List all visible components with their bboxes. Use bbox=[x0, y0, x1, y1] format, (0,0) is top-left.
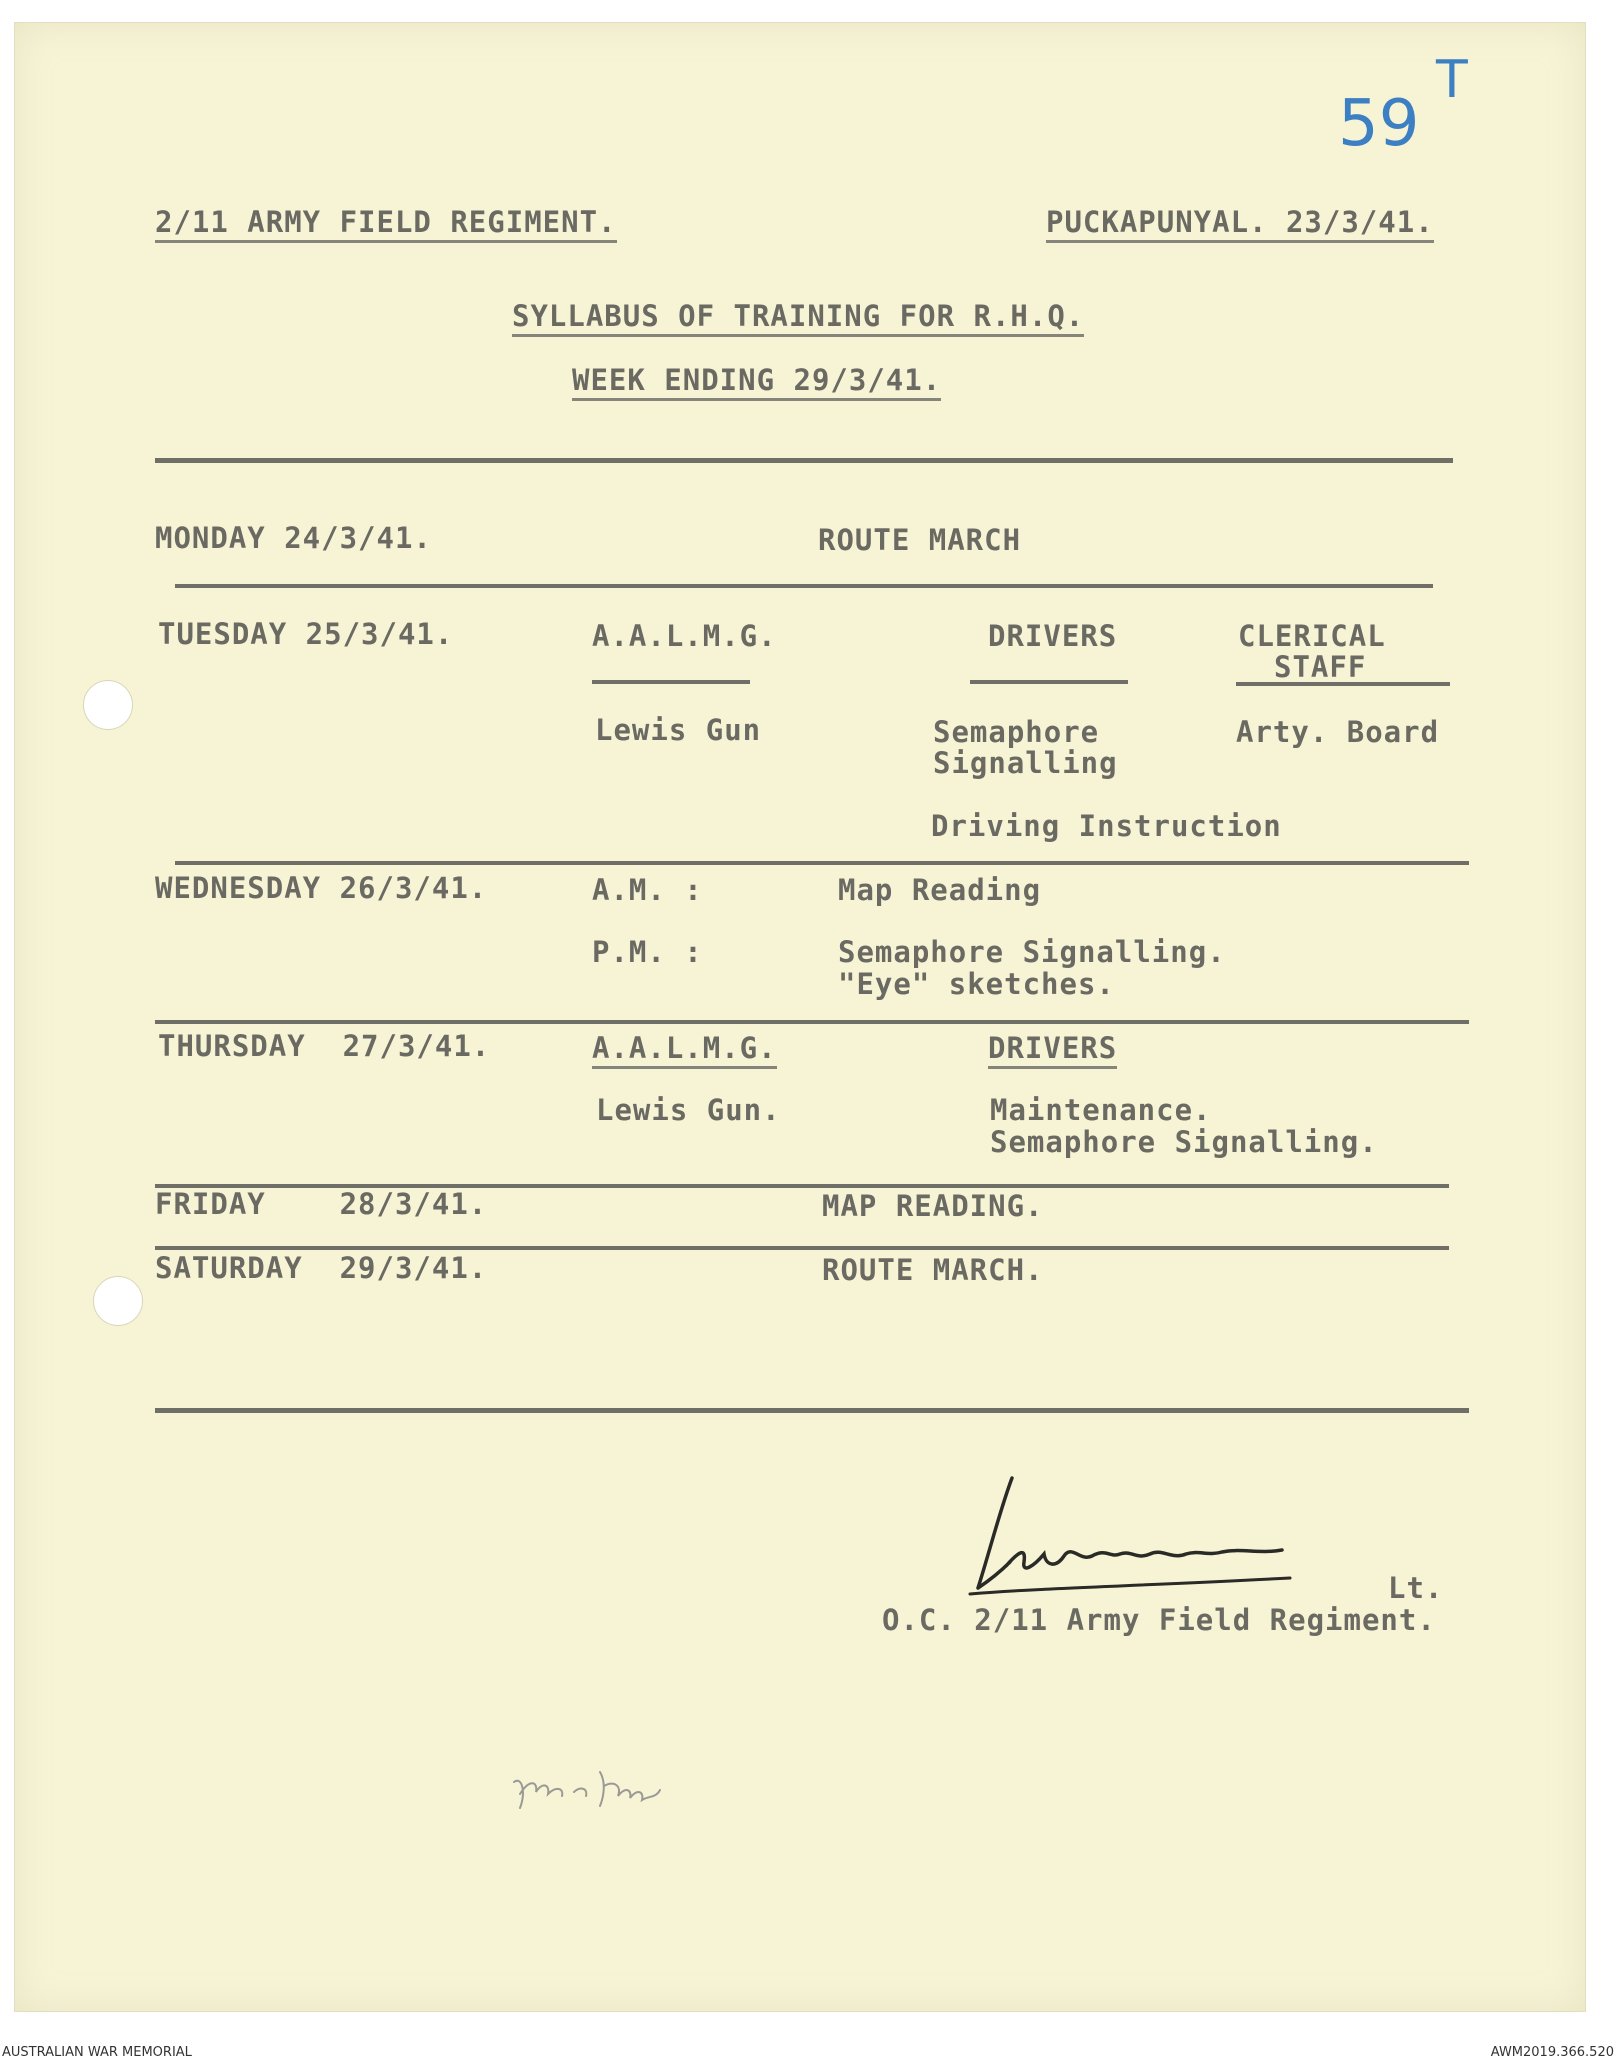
wednesday-am-label: A.M. : bbox=[592, 873, 703, 907]
wednesday-pm-item1: Semaphore Signalling. bbox=[838, 935, 1226, 969]
place-date: PUCKAPUNYAL. 23/3/41. bbox=[1046, 206, 1434, 243]
thursday-day: THURSDAY 27/3/41. bbox=[158, 1029, 491, 1063]
wednesday-pm-item2: "Eye" sketches. bbox=[838, 967, 1115, 1001]
handwritten-signature bbox=[960, 1470, 1320, 1600]
monday-activity: ROUTE MARCH bbox=[818, 523, 1022, 557]
underline-aalmg bbox=[592, 680, 750, 684]
rule-top bbox=[155, 458, 1453, 463]
thursday-semaphore: Semaphore Signalling. bbox=[990, 1125, 1378, 1159]
unit-heading: 2/11 ARMY FIELD REGIMENT. bbox=[155, 206, 617, 243]
footer-right: AWM2019.366.520 bbox=[1490, 2045, 1614, 2060]
thursday-maintenance: Maintenance. bbox=[990, 1093, 1212, 1127]
wednesday-pm-label: P.M. : bbox=[592, 935, 703, 969]
rule-friday bbox=[155, 1246, 1449, 1250]
rule-monday bbox=[175, 584, 1433, 588]
rule-tuesday bbox=[175, 861, 1469, 865]
saturday-activity: ROUTE MARCH. bbox=[822, 1253, 1044, 1287]
wednesday-am-item: Map Reading bbox=[838, 873, 1042, 907]
tuesday-day: TUESDAY 25/3/41. bbox=[158, 617, 454, 651]
punch-hole-lower bbox=[93, 1276, 143, 1326]
wednesday-day: WEDNESDAY 26/3/41. bbox=[155, 871, 488, 905]
footer-left: AUSTRALIAN WAR MEMORIAL bbox=[2, 2045, 192, 2060]
tuesday-clerical-head: CLERICAL bbox=[1238, 619, 1386, 653]
tuesday-staff-head: STAFF bbox=[1274, 650, 1367, 684]
document-title: SYLLABUS OF TRAINING FOR R.H.Q. bbox=[512, 300, 1084, 337]
punch-hole-upper bbox=[83, 680, 133, 730]
rule-bottom bbox=[155, 1408, 1469, 1413]
document-subtitle: WEEK ENDING 29/3/41. bbox=[572, 364, 941, 401]
tuesday-signalling: Signalling bbox=[933, 746, 1118, 780]
thursday-aalmg-head: A.A.L.M.G. bbox=[592, 1032, 777, 1069]
tuesday-arty-board: Arty. Board bbox=[1236, 715, 1440, 749]
tuesday-drivers-head: DRIVERS bbox=[988, 619, 1118, 653]
monday-day: MONDAY 24/3/41. bbox=[155, 521, 432, 555]
archive-number: 59 bbox=[1338, 87, 1420, 161]
tuesday-aalmg-head: A.A.L.M.G. bbox=[592, 619, 777, 653]
thursday-drivers-head: DRIVERS bbox=[988, 1032, 1117, 1069]
saturday-day: SATURDAY 29/3/41. bbox=[155, 1251, 488, 1285]
thursday-lewis-gun: Lewis Gun. bbox=[596, 1093, 781, 1127]
friday-day: FRIDAY 28/3/41. bbox=[155, 1187, 488, 1221]
tuesday-driving-instruction: Driving Instruction bbox=[931, 809, 1282, 843]
archive-suffix: T bbox=[1436, 50, 1468, 110]
tuesday-lewis-gun: Lewis Gun bbox=[595, 713, 762, 747]
pencil-annotation bbox=[508, 1752, 708, 1822]
tuesday-semaphore: Semaphore bbox=[933, 715, 1100, 749]
signature-rank: Lt. bbox=[1388, 1571, 1444, 1605]
signature-title: O.C. 2/11 Army Field Regiment. bbox=[882, 1603, 1436, 1637]
rule-wednesday bbox=[155, 1020, 1469, 1024]
underline-drivers bbox=[970, 680, 1128, 684]
friday-activity: MAP READING. bbox=[822, 1189, 1044, 1223]
underline-clerical bbox=[1236, 682, 1450, 686]
